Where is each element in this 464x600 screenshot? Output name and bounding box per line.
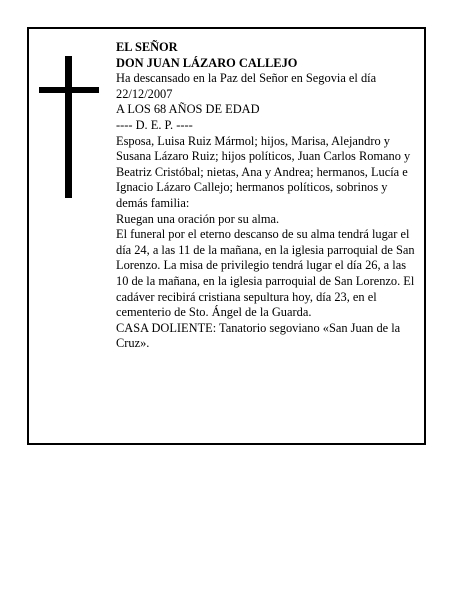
- mourning-house-line: CASA DOLIENTE: Tanatorio segoviano «San Juan de la Cruz».: [116, 320, 401, 351]
- cross-vertical-bar: [65, 56, 72, 198]
- cross-horizontal-bar: [39, 87, 99, 93]
- services-paragraph: El funeral por el eterno descanso de su alma tendrá lugar el día 24, a las 11 de la mañana, en la iglesia parroquial de San Lorenzo. La misa de privilegio tendrá lugar el día 26, a las 10 de la mañana, en la iglesia parroquial de San Lorenzo. El cadáver recibirá cristiana sepultura hoy, día 23, en el cementerio de Sto. Ángel de la Guarda.: [116, 227, 415, 320]
- family-paragraph: Esposa, Luisa Ruiz Mármol; hijos, Marisa, Alejandro y Susana Lázaro Ruiz; hijos políticos, Juan Carlos Romano y Beatriz Cristóbal; nietas, Ana y Andrea; hermanos, Lucía e Ignacio Lázaro Callejo; hermanos políticos, sobrinos y demás familia:: [116, 133, 411, 210]
- rip-line: ---- D. E. P. ----: [116, 117, 193, 132]
- obituary-text: [116, 40, 419, 352]
- header-line-1: EL SEÑOR: [116, 40, 178, 54]
- prayer-line: Ruegan una oración por su alma.: [116, 211, 280, 226]
- deceased-name: DON JUAN LÁZARO CALLEJO: [116, 55, 298, 70]
- death-notice: Ha descansado en la Paz del Señor en Segovia el día 22/12/2007: [116, 71, 377, 101]
- obituary-frame: [27, 27, 426, 445]
- age-line: A LOS 68 AÑOS DE EDAD: [116, 102, 260, 117]
- latin-cross-icon: [39, 56, 99, 198]
